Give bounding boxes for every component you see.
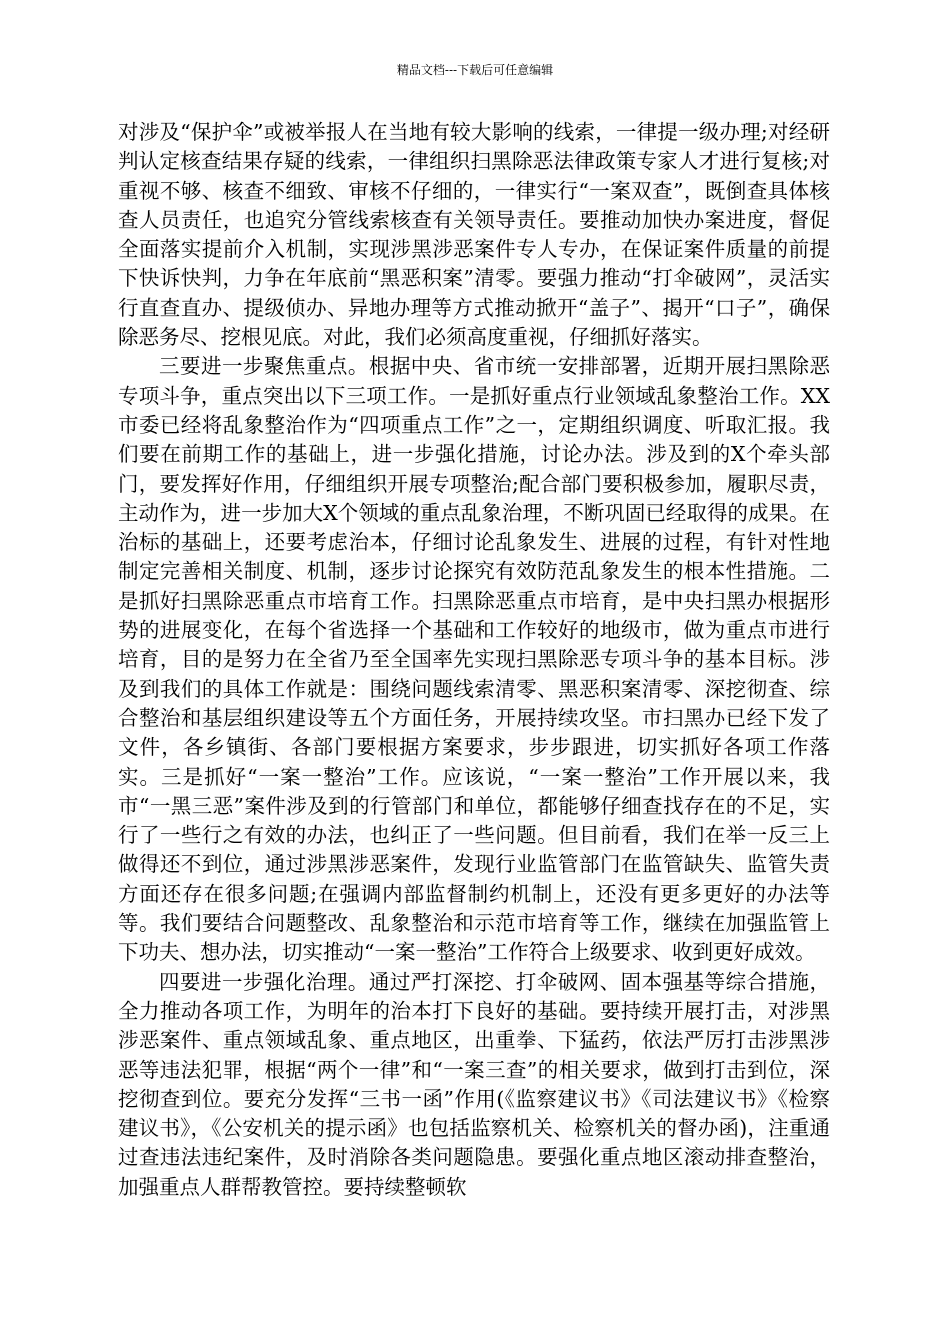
- paragraph-1: 对涉及“保护伞”或被举报人在当地有较大影响的线索，一律提一级办理;对经研判认定核查结果存疑的线索，一律组织扫黑除恶法律政策专家人才进行复核;对重视不够、核查不细致、审核不仔细的，一律实行“一案双查”，既倒查具体核查人员责任，也追究分管线索核查有关领导责任。要推动加快办案进度，督促全面落实提前介入机制，实现涉黑涉恶案件专人专办，在保证案件质量的前提下快诉快判，力争在年底前“黑恶积案”清零。要强力推动“打伞破网”，灵活实行直查直办、提级侦办、异地办理等方式推动掀开“盖子”、揭开“口子”，确保除恶务尽、挖根见底。对此，我们必须高度重视，仔细抓好落实。: [118, 120, 830, 350]
- page-header: 精品文档---下载后可任意编辑: [396, 63, 554, 77]
- paragraph-3: 四要进一步强化治理。通过严打深挖、打伞破网、固本强基等综合措施，全力推动各项工作，为明年的治本打下良好的基础。要持续开展打击，对涉黑涉恶案件、重点领域乱象、重点地区，出重拳、下猛药，依法严厉打击涉黑涉恶等违法犯罪，根据“两个一律”和“一案三查”的相关要求，做到打击到位，深挖彻查到位。要充分发挥“三书一函”作用(《监察建议书》《司法建议书》《检察建议书》，《公安机关的提示函》也包括监察机关、检察机关的督办函)，注重通过查违法违纪案件，及时消除各类问题隐患。要强化重点地区滚动排查整治，加强重点人群帮教管控。要持续整顿软: [118, 969, 830, 1199]
- document-body: [118, 118, 830, 1202]
- paragraph-2: 三要进一步聚焦重点。根据中央、省市统一安排部署，近期开展扫黑除恶专项斗争，重点突出以下三项工作。一是抓好重点行业领域乱象整治工作。XX市委已经将乱象整治作为“四项重点工作”之一，定期组织调度、听取汇报。我们要在前期工作的基础上，进一步强化措施，讨论办法。涉及到的X个牵头部门，要发挥好作用，仔细组织开展专项整治;配合部门要积极参加，履职尽责，主动作为，进一步加大X个领域的重点乱象治理，不断巩固已经取得的成果。在治标的基础上，还要考虑治本，仔细讨论乱象发生、进展的过程，有针对性地制定完善相关制度、机制，逐步讨论探究有效防范乱象发生的根本性措施。二是抓好扫黑除恶重点市培育工作。扫黑除恶重点市培育，是中央扫黑办根据形势的进展变化，在每个省选择一个基础和工作较好的地级市，做为重点市进行培育，目的是努力在全省乃至全国率先实现扫黑除恶专项斗争的基本目标。涉及到我们的具体工作就是：围绕问题线索清零、黑恶积案清零、深挖彻查、综合整治和基层组织建设等五个方面任务，开展持续攻坚。市扫黑办已经下发了文件，各乡镇街、各部门要根据方案要求，步步跟进，切实抓好各项工作落实。三是抓好“一案一整治”工作。应该说，“一案一整治”工作开展以来，我市“一黑三恶”案件涉及到的行管部门和单位，都能够仔细查找存在的不足，实行了一些行之有效的办法，也纠正了一些问题。但目前看，我们在举一反三上做得还不到位，通过涉黑涉恶案件，发现行业监管部门在监管缺失、监管失责方面还存在很多问题;在强调内部监督制约机制上，还没有更多更好的办法等等。我们要结合问题整改、乱象整治和示范市培育等工作，继续在加强监管上下功夫、想办法，切实推动“一案一整治”工作符合上级要求、收到更好成效。: [118, 354, 830, 965]
